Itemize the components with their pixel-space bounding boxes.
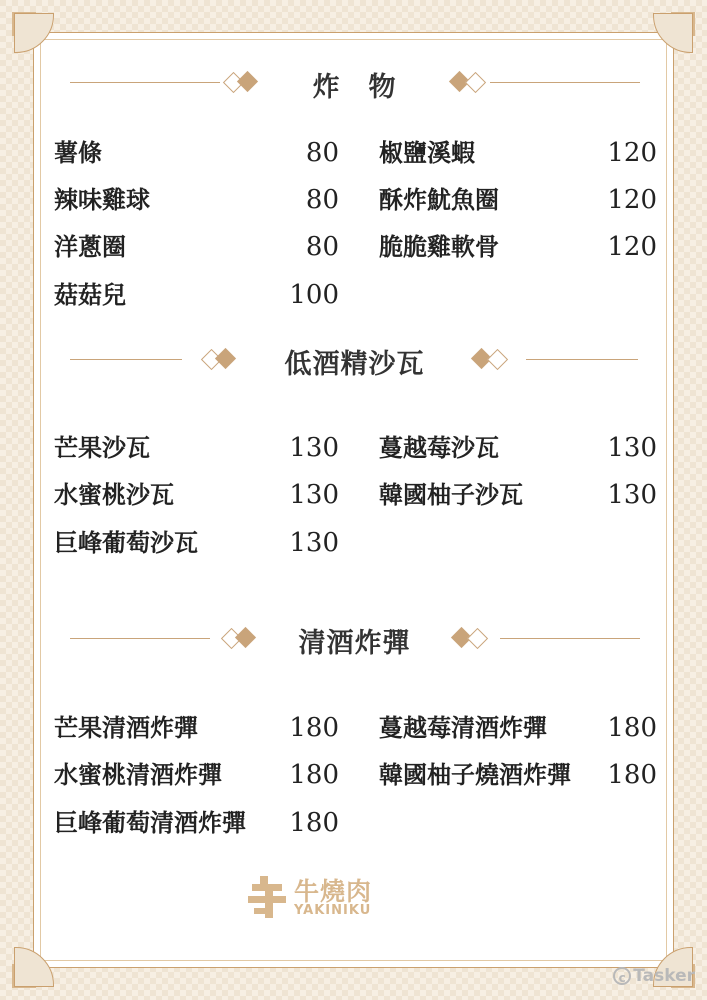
item-price: 180: [289, 808, 339, 838]
item-name: 韓國柚子燒酒炸彈: [379, 760, 571, 789]
item-name: 辣味雞球: [54, 185, 150, 214]
menu-item: [54, 232, 339, 262]
menu-item: [54, 528, 339, 558]
item-price: 120: [607, 138, 657, 168]
item-name: 洋蔥圈: [54, 232, 126, 261]
item-price: 180: [607, 760, 657, 790]
item-price: 130: [607, 480, 657, 510]
item-price: 100: [289, 280, 339, 310]
menu-item: [54, 138, 339, 168]
item-name: 韓國柚子沙瓦: [379, 480, 523, 509]
section-header-fried: [34, 63, 675, 103]
item-name: 水蜜桃沙瓦: [54, 480, 174, 509]
diamond-ornament-right: [450, 627, 488, 651]
item-price: 180: [289, 760, 339, 790]
menu-item: [54, 808, 339, 838]
item-price: 80: [305, 185, 339, 215]
item-name: 菇菇兒: [54, 280, 126, 309]
item-price: 130: [289, 528, 339, 558]
item-name: 巨峰葡萄清酒炸彈: [54, 808, 246, 837]
menu-item: [54, 713, 339, 743]
item-name: 薯條: [54, 138, 102, 167]
header-rule-right: [526, 359, 638, 360]
menu-item: [54, 280, 339, 310]
menu-item: [54, 480, 339, 510]
diamond-ornament-right: [470, 348, 508, 372]
item-name: 脆脆雞軟骨: [379, 232, 499, 261]
item-name: 芒果沙瓦: [54, 433, 150, 462]
diamond-ornament-right: [448, 71, 486, 95]
item-name: 芒果清酒炸彈: [54, 713, 198, 742]
item-name: 酥炸魷魚圈: [379, 185, 499, 214]
copyright-icon: c: [613, 967, 631, 985]
item-name: 椒鹽溪蝦: [379, 138, 475, 167]
menu-item: [379, 760, 657, 790]
section-title: 低酒精沙瓦: [284, 349, 425, 380]
item-name: 水蜜桃清酒炸彈: [54, 760, 222, 789]
menu-item: [379, 713, 657, 743]
logo-name: 牛燒肉: [294, 877, 373, 906]
item-name: 蔓越莓清酒炸彈: [379, 713, 547, 742]
item-name: 巨峰葡萄沙瓦: [54, 528, 198, 557]
menu-item: [379, 232, 657, 262]
item-price: 180: [607, 713, 657, 743]
logo-subtitle: YAKINIKU: [294, 903, 372, 918]
header-rule-right: [500, 638, 640, 639]
menu-item: [54, 433, 339, 463]
item-price: 80: [305, 138, 339, 168]
item-price: 180: [289, 713, 339, 743]
menu-item: [54, 185, 339, 215]
item-price: 130: [289, 480, 339, 510]
menu-item: [379, 433, 657, 463]
menu-item: [379, 185, 657, 215]
watermark-text: Tasker: [633, 966, 695, 986]
item-price: 130: [607, 433, 657, 463]
menu-panel: [33, 32, 674, 968]
header-rule-right: [490, 82, 640, 83]
ox-logo-icon: [248, 874, 288, 918]
tasker-watermark: [613, 966, 695, 986]
yakiniku-logo: [248, 870, 398, 930]
item-price: 130: [289, 433, 339, 463]
menu-item: [379, 480, 657, 510]
section-title: 炸 物: [312, 72, 397, 103]
section-header-sake-bomb: [34, 619, 675, 659]
menu-item: [379, 138, 657, 168]
item-price: 80: [305, 232, 339, 262]
section-title: 清酒炸彈: [298, 628, 411, 659]
item-name: 蔓越莓沙瓦: [379, 433, 499, 462]
item-price: 120: [607, 185, 657, 215]
item-price: 120: [607, 232, 657, 262]
section-header-sour: [34, 340, 675, 380]
menu-item: [54, 760, 339, 790]
